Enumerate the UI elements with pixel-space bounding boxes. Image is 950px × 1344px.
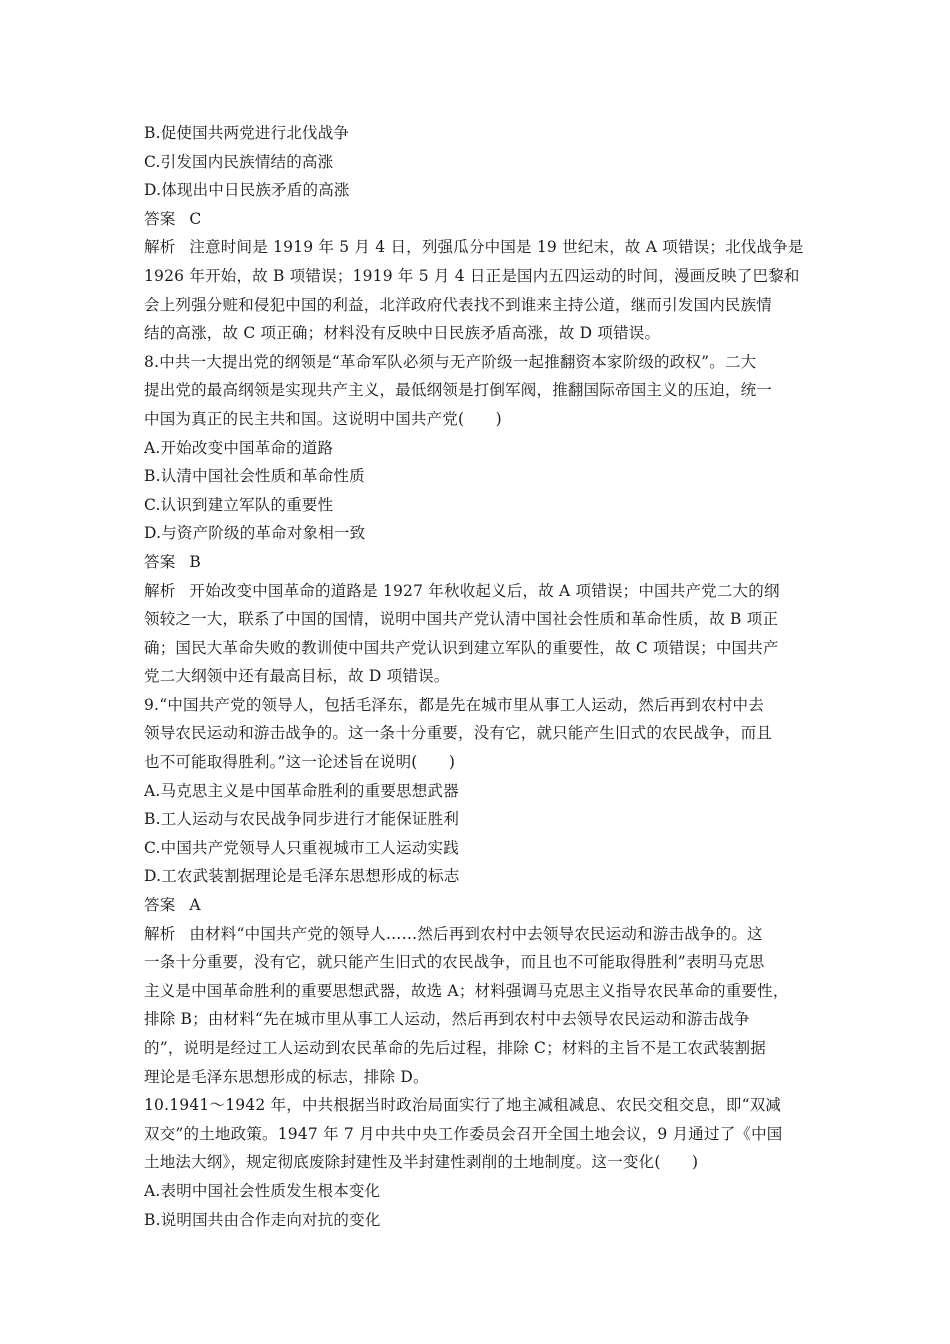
- analysis-label: 解析: [144, 238, 176, 257]
- analysis-q9-line-1: [144, 920, 820, 949]
- question-q9-line-2: 领导农民运动和游击战争的。这一条十分重要，没有它，就只能产生旧式的农民战争，而且: [144, 724, 773, 743]
- question-q8-line-2: 提出党的最高纲领是实现共产主义，最低纲领是打倒军阀，推翻国际帝国主义的压迫，统一: [144, 381, 773, 400]
- analysis-q9-line-4: 排除 B；由材料“先在城市里从事工人运动，然后再到农村中去领导农民运动和游击战争: [144, 1010, 750, 1029]
- analysis-q9-line-5: 的”，说明是经过工人运动到农民革命的先后过程，排除 C；材料的主旨不是工农武装割据: [144, 1039, 766, 1057]
- analysis-label: 解析: [144, 924, 176, 943]
- analysis-q7-line-1: [144, 233, 820, 262]
- answer-label: 答案: [144, 552, 176, 571]
- question-q9-line-3: 也不可能取得胜利。”这一论述旨在说明( ): [144, 753, 456, 772]
- analysis-q8-line-1: [144, 577, 820, 606]
- analysis-text: 由材料“中国共产党的领导人……然后再到农村中去领导农民运动和游击战争的。这: [189, 924, 763, 943]
- question-q10-line-1: 10.1941～1942 年，中共根据当时政治局面实行了地主减租减息、农民交租交息，即“双减: [144, 1096, 782, 1115]
- analysis-text: 注意时间是 1919 年 5 月 4 日，列强瓜分中国是 19 世纪末，故 A 项错误；北伐战争是: [189, 238, 804, 257]
- question-q10-line-3: 土地法大纲》，规定彻底废除封建性及半封建性剥削的土地制度。这一变化( ): [144, 1153, 699, 1172]
- analysis-q8-line-3: 确；国民大革命失败的教训使中国共产党认识到建立军队的重要性，故 C 项错误；中国共产: [144, 638, 779, 657]
- option-q8-d: D.与资产阶级的革命对象相一致: [144, 524, 366, 543]
- option-q8-a: A.开始改变中国革命的道路: [144, 438, 334, 457]
- answer-value: B: [189, 552, 201, 571]
- analysis-q7-line-3: 会上列强分赃和侵犯中国的利益，北洋政府代表找不到谁来主持公道，继而引发国内民族情: [144, 295, 773, 314]
- analysis-text: 开始改变中国革命的道路是 1927 年秋收起义后，故 A 项错误；中国共产党二大的纲: [189, 581, 780, 600]
- option-q9-a: A.马克思主义是中国革命胜利的重要思想武器: [144, 781, 459, 800]
- option-q8-b: B.认清中国社会性质和革命性质: [144, 467, 365, 486]
- document-page: [144, 119, 820, 1234]
- question-q9-line-1: 9.“中国共产党的领导人，包括毛泽东，都是先在城市里从事工人运动，然后再到农村中去: [144, 695, 764, 714]
- analysis-q7-line-2: 1926 年开始，故 B 项错误；1919 年 5 月 4 日正是国内五四运动的时间，漫画反映了巴黎和: [144, 266, 800, 285]
- option-q7-c: C.引发国内民族情结的高涨: [144, 152, 334, 171]
- analysis-q8-line-2: 领较之一大，联系了中国的国情，说明中国共产党认清中国社会性质和革命性质，故 B 项正: [144, 610, 779, 629]
- answer-label: 答案: [144, 209, 176, 228]
- option-q9-b: B.工人运动与农民战争同步进行才能保证胜利: [144, 810, 460, 829]
- analysis-q8-line-4: 党二大纲领中还有最高目标，故 D 项错误。: [144, 667, 450, 686]
- option-q9-d: D.工农武装割据理论是毛泽东思想形成的标志: [144, 867, 460, 886]
- option-q7-d: D.体现出中日民族矛盾的高涨: [144, 181, 350, 200]
- option-q7-b: B.促使国共两党进行北伐战争: [144, 124, 350, 142]
- question-q8-line-3: 中国为真正的民主共和国。这说明中国共产党( ): [144, 409, 502, 428]
- analysis-q7-line-4: 结的高涨，故 C 项正确；材料没有反映中日民族矛盾高涨，故 D 项错误。: [144, 324, 661, 343]
- answer-value: C: [189, 209, 202, 228]
- answer-label: 答案: [144, 896, 176, 915]
- option-q10-a: A.表明中国社会性质发生根本变化: [144, 1181, 381, 1200]
- analysis-q9-line-6: 理论是毛泽东思想形成的标志，排除 D。: [144, 1067, 429, 1086]
- analysis-q9-line-2: 一条十分重要，没有它，就只能产生旧式的农民战争，而且也不可能取得胜利”表明马克思: [144, 953, 765, 972]
- option-q8-c: C.认识到建立军队的重要性: [144, 495, 334, 514]
- question-q8-line-1: 8.中共一大提出党的纲领是“革命军队必须与无产阶级一起推翻资本家阶级的政权”。二大: [144, 352, 757, 371]
- option-q10-b: B.说明国共由合作走向对抗的变化: [144, 1210, 381, 1229]
- answer-q9: [144, 891, 820, 920]
- answer-value: A: [189, 896, 201, 915]
- option-q9-c: C.中国共产党领导人只重视城市工人运动实践: [144, 838, 459, 857]
- question-q10-line-2: 双交”的土地政策。1947 年 7 月中共中央工作委员会召开全国土地会议，9 月通过了《中国: [144, 1124, 783, 1143]
- analysis-q9-line-3: 主义是中国革命胜利的重要思想武器，故选 A；材料强调马克思主义指导农民革命的重要性，: [144, 981, 789, 1000]
- answer-q8: [144, 548, 820, 577]
- analysis-label: 解析: [144, 581, 176, 600]
- answer-q7: [144, 205, 820, 234]
